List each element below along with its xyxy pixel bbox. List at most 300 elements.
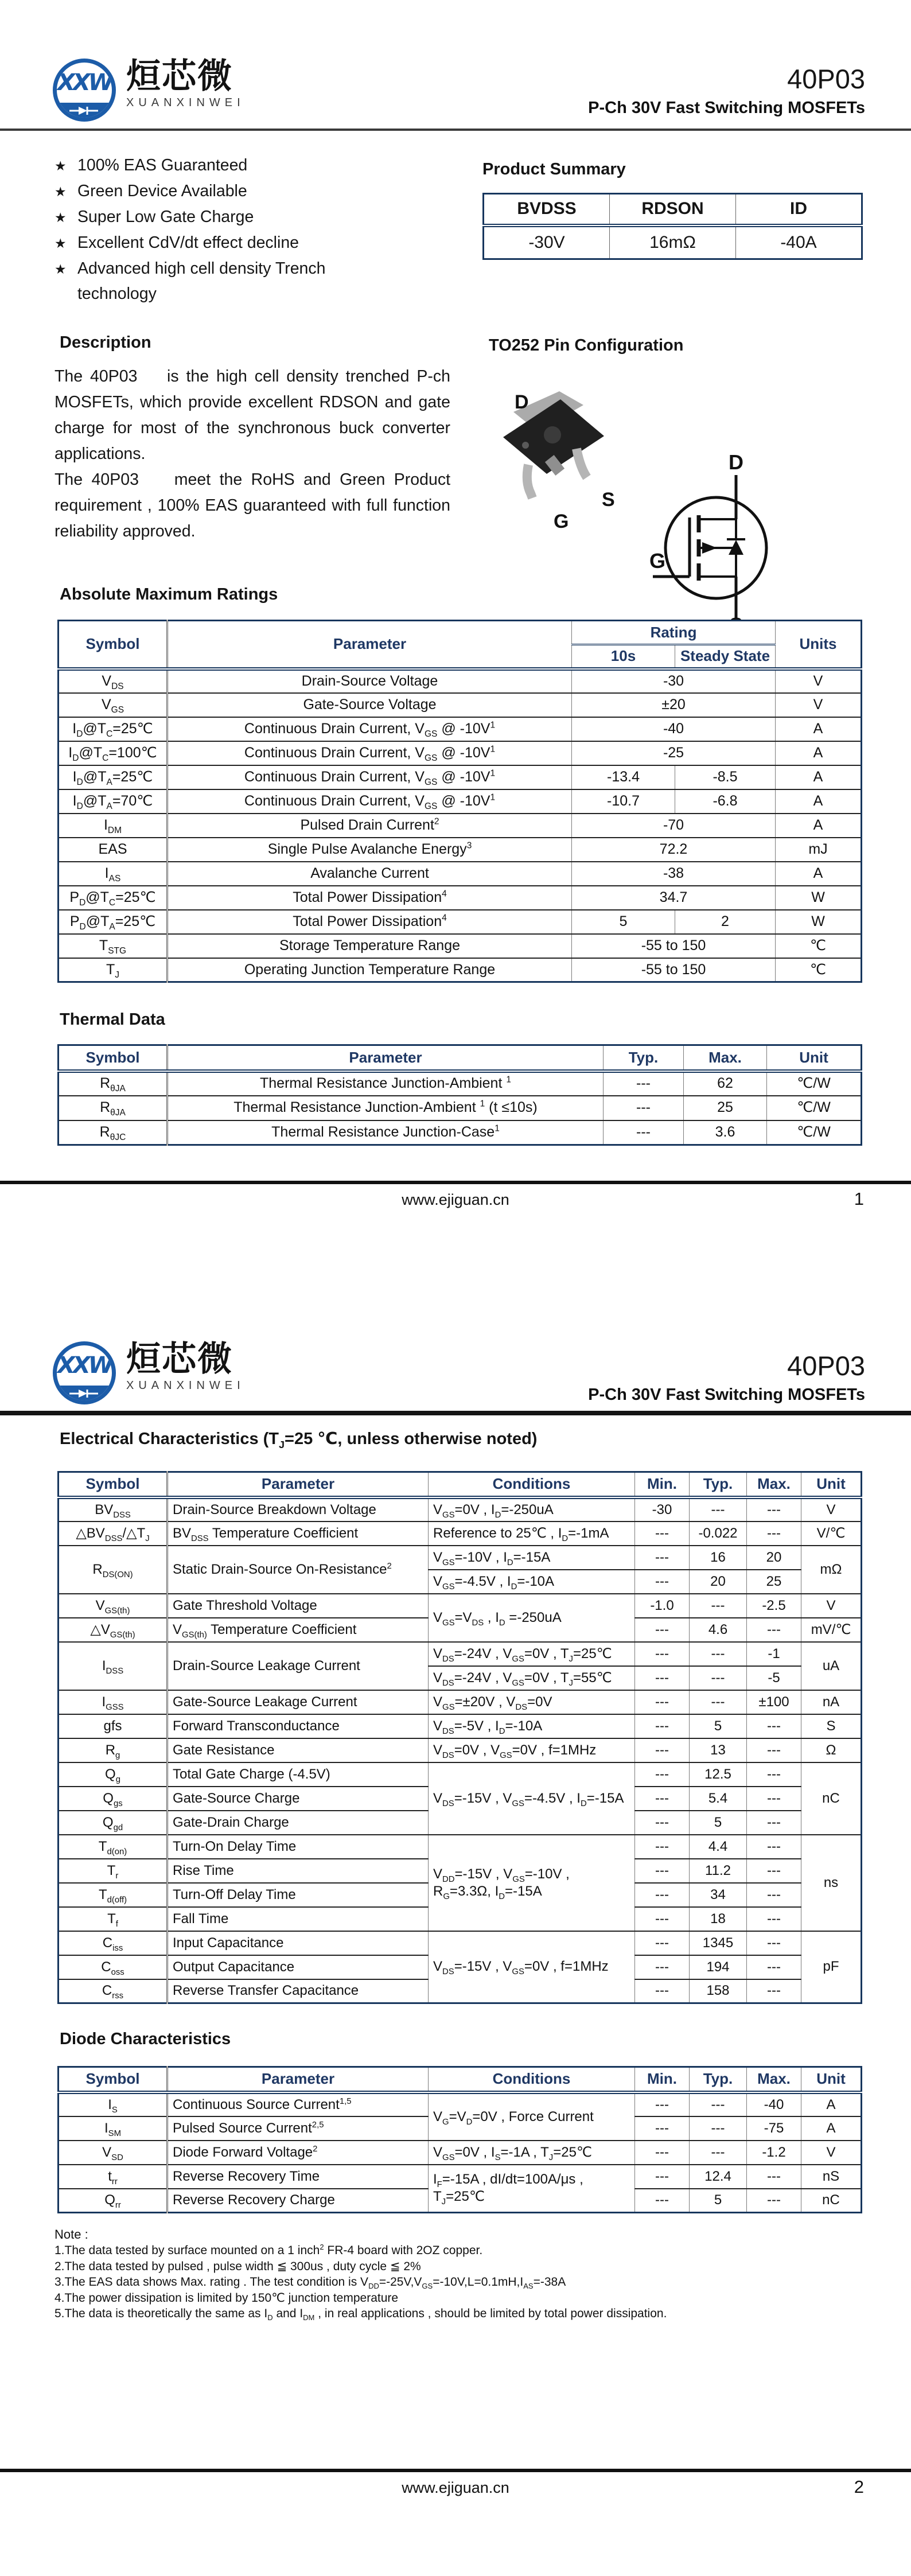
table-cell: mJ xyxy=(776,838,862,862)
table-cell: --- xyxy=(690,2141,747,2165)
table-cell: Continuous Drain Current, $V_{GS}$ @ $-10V^1$ xyxy=(168,789,572,814)
table-cell: Drain-Source Voltage xyxy=(168,669,572,693)
table-cell: $I_{DM}$ xyxy=(59,814,168,838)
col-header-unit: Unit xyxy=(801,2067,862,2092)
table-cell: --- xyxy=(604,1071,684,1096)
table-cell: $I_{SM}$ xyxy=(59,2116,168,2141)
table-cell: -10.7 xyxy=(572,789,675,814)
feature-item xyxy=(54,153,376,178)
feature-text: Advanced high cell density Trench technology xyxy=(77,259,326,303)
table-cell: $C_{oss}$ xyxy=(59,1955,168,1979)
sym-label-g: G xyxy=(649,549,666,573)
table-cell: nA xyxy=(801,1690,862,1714)
table-cell: Gate Resistance xyxy=(168,1738,429,1762)
star-icon: ★ xyxy=(54,184,67,199)
brand-text xyxy=(126,56,245,110)
brand-name-cn: 烜芯微 xyxy=(126,1339,233,1379)
thermal-rows xyxy=(59,1071,862,1145)
table-cell: --- xyxy=(635,1859,690,1883)
table-cell: $V_{DS}=-24V$ , $V_{GS}=0V$ , $T_J=25℃$ xyxy=(429,1642,635,1666)
part-number: 40P03 xyxy=(787,64,865,94)
table-cell: 25 xyxy=(684,1096,767,1120)
table-cell: --- xyxy=(747,2165,801,2189)
col-header-conditions: Conditions xyxy=(429,2067,635,2092)
table-cell: Continuous Drain Current, $V_{GS}$ @ $-10V^1$ xyxy=(168,765,572,789)
table-row xyxy=(59,789,862,814)
col-header-symbol: Symbol xyxy=(59,621,168,669)
table-cell: $V_{GS(th)}$ Temperature Coefficient xyxy=(168,1618,429,1642)
col-header-max: Max. xyxy=(747,2067,801,2092)
table-cell: Reverse Recovery Charge xyxy=(168,2189,429,2213)
table-cell: EAS xyxy=(59,838,168,862)
table-cell: Pulsed Drain Current$^2$ xyxy=(168,814,572,838)
table-cell: Turn-Off Delay Time xyxy=(168,1883,429,1907)
table-cell: 194 xyxy=(690,1955,747,1979)
logo-diode-bar xyxy=(53,103,116,119)
table-row xyxy=(59,814,862,838)
table-row xyxy=(59,741,862,765)
table-row xyxy=(59,1071,862,1096)
header-rule xyxy=(0,1411,911,1415)
table-cell: $R_{\theta JC}$ xyxy=(59,1120,168,1145)
table-row xyxy=(59,862,862,886)
table-cell: $V_{DS}=-15V$ , $V_{GS}=0V$ , f=1MHz xyxy=(429,1931,635,2003)
footer-rule xyxy=(0,2469,911,2472)
table-cell: 12.4 xyxy=(690,2165,747,2189)
footer-website: www.ejiguan.cn xyxy=(402,2479,509,2496)
description-title: Description xyxy=(60,333,151,352)
table-cell: nC xyxy=(801,2189,862,2213)
pkg-label-s: S xyxy=(602,489,615,511)
table-cell: A xyxy=(776,789,862,814)
col-header-typ: Typ. xyxy=(604,1045,684,1071)
ps-header-bvdss: BVDSS xyxy=(484,194,610,225)
table-cell: $\triangle V_{GS(th)}$ xyxy=(59,1618,168,1642)
table-cell: -55 to 150 xyxy=(572,934,776,958)
col-header-max: Max. xyxy=(684,1045,767,1071)
table-cell: --- xyxy=(635,1522,690,1546)
table-cell: ℃/W xyxy=(767,1120,862,1145)
description-text xyxy=(54,364,450,544)
table-cell: -8.5 xyxy=(675,765,776,789)
table-cell: $V_{GS}=-10V$ , $I_D=-15A$ xyxy=(429,1546,635,1570)
table-cell: 11.2 xyxy=(690,1859,747,1883)
table-row xyxy=(59,1594,862,1618)
diode-characteristics-title: Diode Characteristics xyxy=(60,2030,231,2048)
table-cell: Forward Transconductance xyxy=(168,1714,429,1738)
note-line: 4.The power dissipation is limited by 150℃ junction temperature xyxy=(54,2291,399,2305)
table-cell: 158 xyxy=(690,1979,747,2003)
brand-text xyxy=(126,1341,245,1392)
table-cell: -25 xyxy=(572,741,776,765)
table-cell: A xyxy=(801,2116,862,2141)
table-cell: V xyxy=(801,1497,862,1522)
table-cell: Storage Temperature Range xyxy=(168,934,572,958)
table-cell: -40 xyxy=(747,2092,801,2116)
table-cell: --- xyxy=(635,1618,690,1642)
electrical-characteristics-title: Electrical Characteristics ($T_J=25$ ℃, unless otherwise noted) xyxy=(60,1430,538,1450)
table-cell: --- xyxy=(635,1762,690,1787)
table-cell: V xyxy=(776,693,862,717)
features-list xyxy=(54,153,376,306)
table-cell: Operating Junction Temperature Range xyxy=(168,958,572,982)
table-cell: $Q_{gs}$ xyxy=(59,1787,168,1811)
electrical-characteristics-table xyxy=(57,1471,862,2004)
table-cell: A xyxy=(801,2092,862,2116)
table-cell: pF xyxy=(801,1931,862,2003)
col-header-typ: Typ. xyxy=(690,1472,747,1497)
table-cell: ±100 xyxy=(747,1690,801,1714)
table-cell: Reference to 25℃ , $I_D=-1mA$ xyxy=(429,1522,635,1546)
table-cell: $I_{GSS}$ xyxy=(59,1690,168,1714)
pkg-label-g: G xyxy=(554,511,569,532)
table-cell: --- xyxy=(635,1811,690,1835)
table-cell: $R_g$ xyxy=(59,1738,168,1762)
table-cell: --- xyxy=(747,1522,801,1546)
note-line: 3.The EAS data shows Max. rating . The test condition is $V_{DD}=-25V,V_{GS}=-10V,L=0.1mH,I_{AS}=-38A$ xyxy=(54,2275,566,2291)
table-cell: --- xyxy=(635,2141,690,2165)
table-cell: Avalanche Current xyxy=(168,862,572,886)
table-cell: --- xyxy=(747,1714,801,1738)
table-cell: $I_F=-15A$ , dI/dt=100A/μs , $T_J=25℃$ xyxy=(429,2165,635,2213)
table-cell: A xyxy=(776,862,862,886)
table-cell: $V_{GS}=-4.5V$ , $I_D=-10A$ xyxy=(429,1570,635,1594)
table-row xyxy=(59,910,862,934)
table-cell: -30 xyxy=(635,1497,690,1522)
description-paragraph: The 40P03 is the high cell density trenched P-ch MOSFETs, which provide excellent RDSON and gate charge for most of the synchronous buck converter applications. xyxy=(54,367,450,463)
table-cell: --- xyxy=(747,1762,801,1787)
table-cell: -75 xyxy=(747,2116,801,2141)
table-cell: mV/℃ xyxy=(801,1618,862,1642)
table-cell: --- xyxy=(635,1787,690,1811)
table-cell: $V_{DS}$ xyxy=(59,669,168,693)
table-cell: Continuous Drain Current, $V_{GS}$ @ $-10V^1$ xyxy=(168,717,572,741)
table-row xyxy=(59,693,862,717)
table-cell: Thermal Resistance Junction-Ambient $^1$ xyxy=(168,1071,604,1096)
table-cell: ℃/W xyxy=(767,1071,862,1096)
note-line: 5.The data is theoretically the same as $I_D$ and $I_{DM}$ , in real applications , should be limited by total power dissipation. xyxy=(54,2307,667,2322)
table-cell: --- xyxy=(690,2116,747,2141)
product-summary-title: Product Summary xyxy=(482,160,626,178)
table-cell: $T_{STG}$ xyxy=(59,934,168,958)
table-cell: Total Gate Charge (-4.5V) xyxy=(168,1762,429,1787)
table-cell: -55 to 150 xyxy=(572,958,776,982)
col-header-unit: Unit xyxy=(767,1045,862,1071)
table-cell: Total Power Dissipation$^4$ xyxy=(168,886,572,910)
col-header-parameter: Parameter xyxy=(168,1472,429,1497)
table-cell: --- xyxy=(747,1811,801,1835)
star-icon: ★ xyxy=(54,236,67,251)
table-row xyxy=(59,1546,862,1570)
table-cell: $R_{\theta JA}$ xyxy=(59,1096,168,1120)
table-cell: $I_D@T_C=100℃$ xyxy=(59,741,168,765)
table-cell: $R_{\theta JA}$ xyxy=(59,1071,168,1096)
table-cell: 16 xyxy=(690,1546,747,1570)
logo-mark xyxy=(53,59,116,122)
table-cell: Turn-On Delay Time xyxy=(168,1835,429,1859)
table-cell: V xyxy=(801,1594,862,1618)
table-cell: Total Power Dissipation$^4$ xyxy=(168,910,572,934)
table-cell: Thermal Resistance Junction-Ambient $^1$ (t ≤10s) xyxy=(168,1096,604,1120)
star-icon: ★ xyxy=(54,210,67,225)
table-cell: --- xyxy=(635,1907,690,1931)
table-cell: $I_D@T_A=70℃$ xyxy=(59,789,168,814)
table-row xyxy=(59,1835,862,1859)
table-cell: $T_J$ xyxy=(59,958,168,982)
table-cell: --- xyxy=(635,2116,690,2141)
table-cell: $V_{GS}=\pm 20V$ , $V_{DS}=0V$ xyxy=(429,1690,635,1714)
col-header-10s: 10s xyxy=(572,645,675,669)
table-cell: nC xyxy=(801,1762,862,1835)
table-cell: --- xyxy=(635,1835,690,1859)
diode-icon xyxy=(68,106,100,115)
table-row xyxy=(59,2092,862,2116)
col-header-typ: Typ. xyxy=(690,2067,747,2092)
table-cell: 13 xyxy=(690,1738,747,1762)
table-cell: -38 xyxy=(572,862,776,886)
table-row xyxy=(59,1642,862,1666)
table-cell: $V_{DD}=-15V$ , $V_{GS}=-10V$ , $R_G=3.3\Omega$, $I_D=-15A$ xyxy=(429,1835,635,1931)
table-cell: A xyxy=(776,717,862,741)
table-cell: 20 xyxy=(747,1546,801,1570)
table-cell: $I_D@T_A=25℃$ xyxy=(59,765,168,789)
table-cell: W xyxy=(776,910,862,934)
table-cell: 25 xyxy=(747,1570,801,1594)
table-cell: 34.7 xyxy=(572,886,776,910)
table-cell: $V_{GS}=0V$ , $I_D=-250uA$ xyxy=(429,1497,635,1522)
table-cell: Diode Forward Voltage$^2$ xyxy=(168,2141,429,2165)
footer-website: www.ejiguan.cn xyxy=(402,1191,509,1208)
table-cell: --- xyxy=(635,1666,690,1690)
notes xyxy=(54,2227,858,2322)
table-cell: $C_{rss}$ xyxy=(59,1979,168,2003)
table-cell: Fall Time xyxy=(168,1907,429,1931)
table-cell: -6.8 xyxy=(675,789,776,814)
table-cell: 5 xyxy=(690,1714,747,1738)
table-cell: Reverse Transfer Capacitance xyxy=(168,1979,429,2003)
diode-characteristics-table xyxy=(57,2066,862,2213)
diode-icon xyxy=(68,1389,100,1398)
table-cell: uA xyxy=(801,1642,862,1690)
page-number: 2 xyxy=(854,2477,864,2497)
ps-value-rdson: 16mΩ xyxy=(610,225,736,259)
table-cell: 62 xyxy=(684,1071,767,1096)
table-cell: $I_{DSS}$ xyxy=(59,1642,168,1690)
table-cell: Drain-Source Leakage Current xyxy=(168,1642,429,1690)
table-cell: 5 xyxy=(572,910,675,934)
abs-max-rows xyxy=(59,669,862,982)
table-cell: $V_{DS}=-24V$ , $V_{GS}=0V$ , $T_J=55℃$ xyxy=(429,1666,635,1690)
table-cell: -40 xyxy=(572,717,776,741)
table-cell: $T_{d(on)}$ xyxy=(59,1835,168,1859)
table-cell: --- xyxy=(747,1931,801,1955)
table-row xyxy=(59,1931,862,1955)
note-line: 1.The data tested by surface mounted on a 1 inch$^2$ FR-4 board with 2OZ copper. xyxy=(54,2243,483,2257)
col-header-steady-state: Steady State xyxy=(675,645,776,669)
table-cell: --- xyxy=(635,1546,690,1570)
table-cell: --- xyxy=(635,2189,690,2213)
table-cell: $BV_{DSS}$ Temperature Coefficient xyxy=(168,1522,429,1546)
feature-text: Green Device Available xyxy=(77,182,247,200)
mosfet-symbol xyxy=(641,453,791,634)
part-number: 40P03 xyxy=(787,1351,865,1381)
brand-name-en: XUANXINWEI xyxy=(126,1379,245,1392)
table-cell: --- xyxy=(747,1497,801,1522)
table-cell: ℃/W xyxy=(767,1096,862,1120)
table-cell: 2 xyxy=(675,910,776,934)
col-header-symbol: Symbol xyxy=(59,1472,168,1497)
table-cell: 5 xyxy=(690,1811,747,1835)
table-cell: Continuous Source Current$^{1,5}$ xyxy=(168,2092,429,2116)
table-row xyxy=(484,225,862,259)
table-row xyxy=(59,958,862,982)
table-cell: $V_{GS(th)}$ xyxy=(59,1594,168,1618)
table-cell: --- xyxy=(747,1738,801,1762)
part-subtitle: P-Ch 30V Fast Switching MOSFETs xyxy=(588,99,865,117)
feature-text: Excellent CdV/dt effect decline xyxy=(77,234,299,252)
table-cell: mΩ xyxy=(801,1546,862,1594)
table-row xyxy=(59,1714,862,1738)
table-cell: Pulsed Source Current$^{2,5}$ xyxy=(168,2116,429,2141)
table-cell: ℃ xyxy=(776,958,862,982)
table-cell: V/℃ xyxy=(801,1522,862,1546)
table-cell: -0.022 xyxy=(690,1522,747,1546)
table-cell: 5 xyxy=(690,2189,747,2213)
col-header-units: Units xyxy=(776,621,862,669)
col-header-symbol: Symbol xyxy=(59,1045,168,1071)
thermal-table xyxy=(57,1044,862,1146)
table-cell: --- xyxy=(635,1883,690,1907)
notes-list xyxy=(54,2243,858,2322)
table-cell: -70 xyxy=(572,814,776,838)
table-cell: --- xyxy=(690,1690,747,1714)
feature-item xyxy=(54,230,376,256)
table-cell: S xyxy=(801,1714,862,1738)
product-summary-table xyxy=(482,193,863,260)
table-cell: $\triangle BV_{DSS}/\triangle T_J$ xyxy=(59,1522,168,1546)
table-row xyxy=(59,934,862,958)
ps-value-bvdss: -30V xyxy=(484,225,610,259)
table-cell: --- xyxy=(635,1931,690,1955)
table-cell: Output Capacitance xyxy=(168,1955,429,1979)
table-cell: 4.4 xyxy=(690,1835,747,1859)
table-cell: $Q_g$ xyxy=(59,1762,168,1787)
table-cell: --- xyxy=(635,1738,690,1762)
table-cell: $V_{DS}=-5V$ , $I_D=-10A$ xyxy=(429,1714,635,1738)
table-cell: --- xyxy=(635,2165,690,2189)
page-number: 1 xyxy=(854,1189,864,1209)
table-row xyxy=(59,1120,862,1145)
star-icon: ★ xyxy=(54,262,67,277)
table-cell: $T_r$ xyxy=(59,1859,168,1883)
table-cell: $t_{rr}$ xyxy=(59,2165,168,2189)
table-cell: --- xyxy=(635,2092,690,2116)
pkg-label-d: D xyxy=(515,391,529,413)
table-cell: Gate Threshold Voltage xyxy=(168,1594,429,1618)
table-cell: --- xyxy=(635,1690,690,1714)
table-cell: V xyxy=(801,2141,862,2165)
table-cell: $T_{d(off)}$ xyxy=(59,1883,168,1907)
brand-name-cn: 烜芯微 xyxy=(126,56,233,96)
table-cell: --- xyxy=(635,1955,690,1979)
table-cell: -1.2 xyxy=(747,2141,801,2165)
table-cell: --- xyxy=(635,1714,690,1738)
table-cell: --- xyxy=(604,1120,684,1145)
table-cell: 18 xyxy=(690,1907,747,1931)
table-cell: $R_{DS(ON)}$ xyxy=(59,1546,168,1594)
table-cell: Continuous Drain Current, $V_{GS}$ @ $-10V^1$ xyxy=(168,741,572,765)
logo-mark xyxy=(53,1341,116,1404)
abs-max-title: Absolute Maximum Ratings xyxy=(60,585,278,604)
table-cell: Static Drain-Source On-Resistance$^2$ xyxy=(168,1546,429,1594)
table-cell: $V_{SD}$ xyxy=(59,2141,168,2165)
table-cell: Thermal Resistance Junction-Case$^1$ xyxy=(168,1120,604,1145)
table-cell: Drain-Source Breakdown Voltage xyxy=(168,1497,429,1522)
table-cell: 4.6 xyxy=(690,1618,747,1642)
table-cell: --- xyxy=(747,1979,801,2003)
table-cell: $P_D@T_A=25℃$ xyxy=(59,910,168,934)
header-rule xyxy=(0,129,911,131)
table-cell: $I_D@T_C=25℃$ xyxy=(59,717,168,741)
footer-rule xyxy=(0,1181,911,1184)
col-header-parameter: Parameter xyxy=(168,1045,604,1071)
table-cell: A xyxy=(776,765,862,789)
table-cell: --- xyxy=(635,1642,690,1666)
sym-label-d: D xyxy=(729,453,743,474)
notes-title: Note : xyxy=(54,2227,88,2242)
table-cell: $V_G=V_D=0V$ , Force Current xyxy=(429,2092,635,2141)
table-cell: 34 xyxy=(690,1883,747,1907)
table-cell: --- xyxy=(690,1666,747,1690)
feature-text: 100% EAS Guaranteed xyxy=(77,156,248,174)
table-cell: --- xyxy=(604,1096,684,1120)
table-cell: $BV_{DSS}$ xyxy=(59,1497,168,1522)
table-cell: 1345 xyxy=(690,1931,747,1955)
table-cell: $V_{GS}$ xyxy=(59,693,168,717)
ps-header-id: ID xyxy=(736,194,862,225)
table-cell: -1.0 xyxy=(635,1594,690,1618)
table-cell: -2.5 xyxy=(747,1594,801,1618)
table-row xyxy=(59,1738,862,1762)
table-cell: $T_f$ xyxy=(59,1907,168,1931)
table-row xyxy=(59,1762,862,1787)
table-row xyxy=(59,886,862,910)
logo-diode-bar xyxy=(53,1386,116,1402)
ps-header-rdson: RDSON xyxy=(610,194,736,225)
table-row xyxy=(59,1690,862,1714)
table-cell: $P_D@T_C=25℃$ xyxy=(59,886,168,910)
brand-name-en: XUANXINWEI xyxy=(126,96,245,109)
table-cell: --- xyxy=(747,1835,801,1859)
col-header-conditions: Conditions xyxy=(429,1472,635,1497)
col-header-min: Min. xyxy=(635,2067,690,2092)
table-cell: --- xyxy=(635,1979,690,2003)
table-cell: --- xyxy=(747,1955,801,1979)
table-cell: ns xyxy=(801,1835,862,1931)
table-cell: Ω xyxy=(801,1738,862,1762)
table-cell: V xyxy=(776,669,862,693)
table-cell: $Q_{rr}$ xyxy=(59,2189,168,2213)
table-cell: $V_{GS}=V_{DS}$ , $I_D =-250uA$ xyxy=(429,1594,635,1642)
table-row xyxy=(59,1096,862,1120)
thermal-title: Thermal Data xyxy=(60,1010,165,1029)
table-cell: --- xyxy=(690,1642,747,1666)
table-cell: ℃ xyxy=(776,934,862,958)
table-cell: --- xyxy=(747,1787,801,1811)
table-cell: Gate-Drain Charge xyxy=(168,1811,429,1835)
feature-item xyxy=(54,256,376,306)
table-cell: gfs xyxy=(59,1714,168,1738)
